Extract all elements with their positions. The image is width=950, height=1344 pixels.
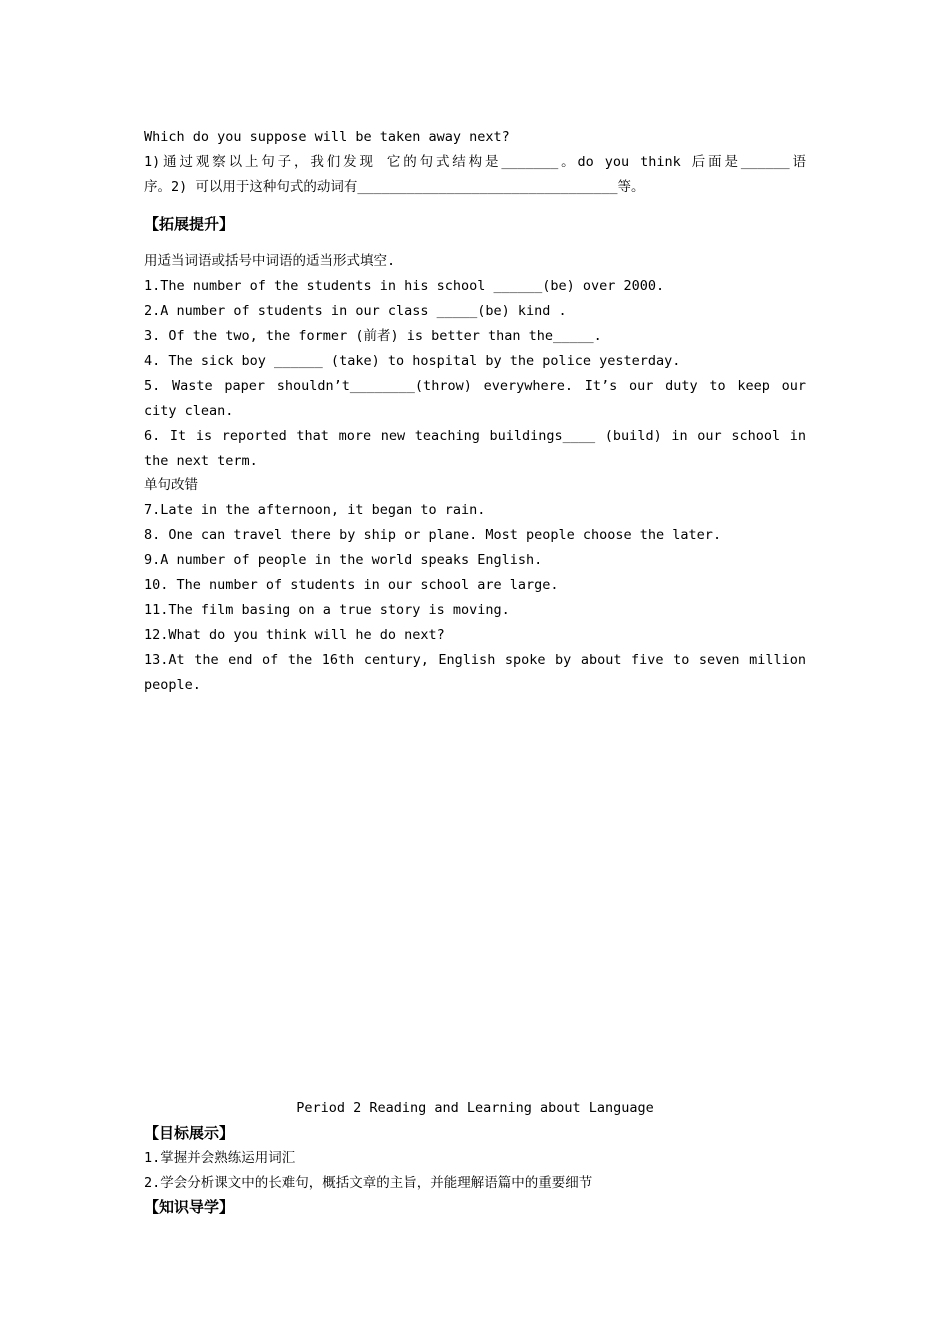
observation-line: 1)通过观察以上句子，我们发现 它的句式结构是_______。do you think 后面是______语 (144, 154, 806, 170)
correction-item: 11.The film basing on a true story is moving. (144, 602, 510, 618)
correction-item: 10. The number of students in our school are large. (144, 577, 559, 593)
correction-item: 12.What do you think will he do next? (144, 627, 445, 643)
exercise-item: 6. It is reported that more new teaching buildings____ (build) in our school in (144, 428, 806, 444)
correction-heading: 单句改错 (144, 477, 198, 493)
exercise-item: 1.The number of the students in his school ______(be) over 2000. (144, 278, 665, 294)
question-line: Which do you suppose will be taken away next? (144, 129, 510, 145)
section-heading-goals: 【目标展示】 (144, 1124, 235, 1142)
exercise-item-continued: city clean. (144, 403, 234, 419)
verbs-line: 序。2) 可以用于这种句式的动词有________________________________等。 (144, 179, 645, 195)
correction-item: 7.Late in the afternoon, it began to rain. (144, 502, 486, 518)
exercise-item: 5. Waste paper shouldn’t________(throw) everywhere. It’s our duty to keep our (144, 378, 806, 394)
correction-item-continued: people. (144, 677, 201, 693)
exercise-item: 3. Of the two, the former (前者) is better than the_____. (144, 328, 602, 344)
exercise-item-continued: the next term. (144, 453, 258, 469)
goal-item: 2.学会分析课文中的长难句，概括文章的主旨，并能理解语篇中的重要细节 (144, 1175, 593, 1191)
correction-item: 9.A number of people in the world speaks English. (144, 552, 543, 568)
correction-item: 13.At the end of the 16th century, English spoke by about five to seven million (144, 652, 806, 668)
goal-item: 1.掌握并会熟练运用词汇 (144, 1150, 296, 1166)
correction-item: 8. One can travel there by ship or plane. Most people choose the later. (144, 527, 722, 543)
exercise-item: 2.A number of students in our class _____(be) kind . (144, 303, 567, 319)
fill-instruction: 用适当词语或括号中词语的适当形式填空. (144, 253, 396, 269)
period-title: Period 2 Reading and Learning about Language (296, 1100, 654, 1116)
section-heading-extend: 【拓展提升】 (144, 215, 235, 233)
exercise-item: 4. The sick boy ______ (take) to hospital by the police yesterday. (144, 353, 681, 369)
section-heading-guide: 【知识导学】 (144, 1198, 235, 1216)
